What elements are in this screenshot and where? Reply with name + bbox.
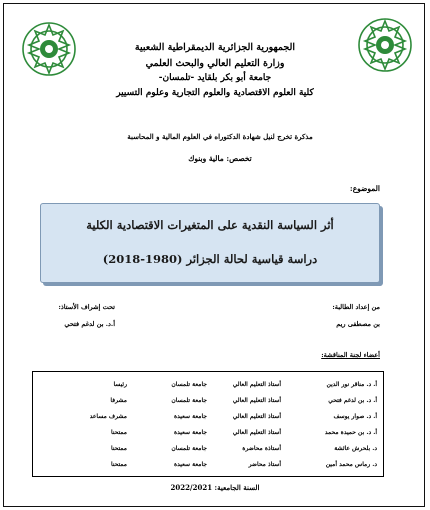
table-row <box>33 394 383 408</box>
table-row <box>33 410 383 424</box>
memo-description: مذكرة تخرج لنيل شهادة الدكتوراه في العلوم المالية و المحاسبة <box>127 132 313 141</box>
thesis-subtitle: دراسة قياسية لحالة الجزائر (1980-2018) <box>102 252 318 266</box>
thesis-title-box <box>40 203 380 283</box>
university-emblem-left-icon <box>20 20 78 78</box>
member-rank: أستاذ محاضر <box>248 461 281 468</box>
member-name: أ. د. صوار يوسف <box>333 413 377 420</box>
member-name: أ. د. بن حميدة محمد <box>324 429 377 436</box>
member-role: رئيسا <box>113 381 127 388</box>
table-row <box>33 458 383 472</box>
table-row <box>33 426 383 440</box>
member-name: أ. د. مناقر نور الدين <box>326 381 377 388</box>
member-role: مشرف مساعد <box>89 413 127 420</box>
table-row <box>33 442 383 456</box>
member-rank: أستاذ التعليم العالي <box>232 397 281 404</box>
member-name: د. رماس محمد أمين <box>325 461 377 468</box>
supervisor-label: تحت إشراف الأستاذ: <box>58 303 115 311</box>
member-university: جامعة تلمسان <box>171 381 207 388</box>
member-university: جامعة سعيدة <box>174 429 207 436</box>
republic-name: الجمهورية الجزائرية الديمقراطية الشعبية <box>134 42 296 53</box>
specialization: تخصص: مالية وبنوك <box>188 154 252 163</box>
committee-table <box>32 371 384 477</box>
academic-year: السنة الجامعية: 2022/2021 <box>170 483 260 492</box>
table-row <box>33 378 383 392</box>
faculty-name: كلية العلوم الاقتصادية والعلوم التجارية وعلوم التسيير <box>116 88 314 98</box>
prepared-by-label: من إعداد الطالبة: <box>332 303 380 311</box>
member-rank: أستاذ التعليم العالي <box>232 381 281 388</box>
member-name: أ. د. بن لدغم فتحي <box>328 397 377 404</box>
member-rank: أستاذ التعليم العالي <box>232 413 281 420</box>
ministry-name: وزارة التعليم العالي والبحث العلمي <box>145 58 285 69</box>
member-university: جامعة تلمسان <box>171 397 207 404</box>
member-role: مشرفا <box>110 397 127 404</box>
subject-label: الموضوع: <box>349 184 380 193</box>
member-university: جامعة سعيدة <box>174 413 207 420</box>
university-name: جامعة أبو بكر بلقايد -تلمسان- <box>158 73 272 83</box>
member-university: جامعة تلمسان <box>171 445 207 452</box>
member-rank: أستاذ التعليم العالي <box>232 429 281 436</box>
member-role: ممتحنا <box>110 429 127 436</box>
thesis-title: أثر السياسة النقدية على المتغيرات الاقتصادية الكلية <box>86 218 334 232</box>
committee-title: أعضاء لجنة المناقشة: <box>321 351 380 359</box>
member-university: جامعة سعيدة <box>174 461 207 468</box>
student-name: بن مصطفى ريم <box>336 320 380 328</box>
member-role: ممتحنا <box>110 461 127 468</box>
university-emblem-right-icon <box>356 16 414 74</box>
member-name: د. بلحرش عائشة <box>334 445 377 452</box>
supervisor-name: أ.د. بن لدغم فتحي <box>64 320 115 328</box>
member-rank: أستاذة محاضرة <box>242 445 281 452</box>
member-role: ممتحنا <box>110 445 127 452</box>
